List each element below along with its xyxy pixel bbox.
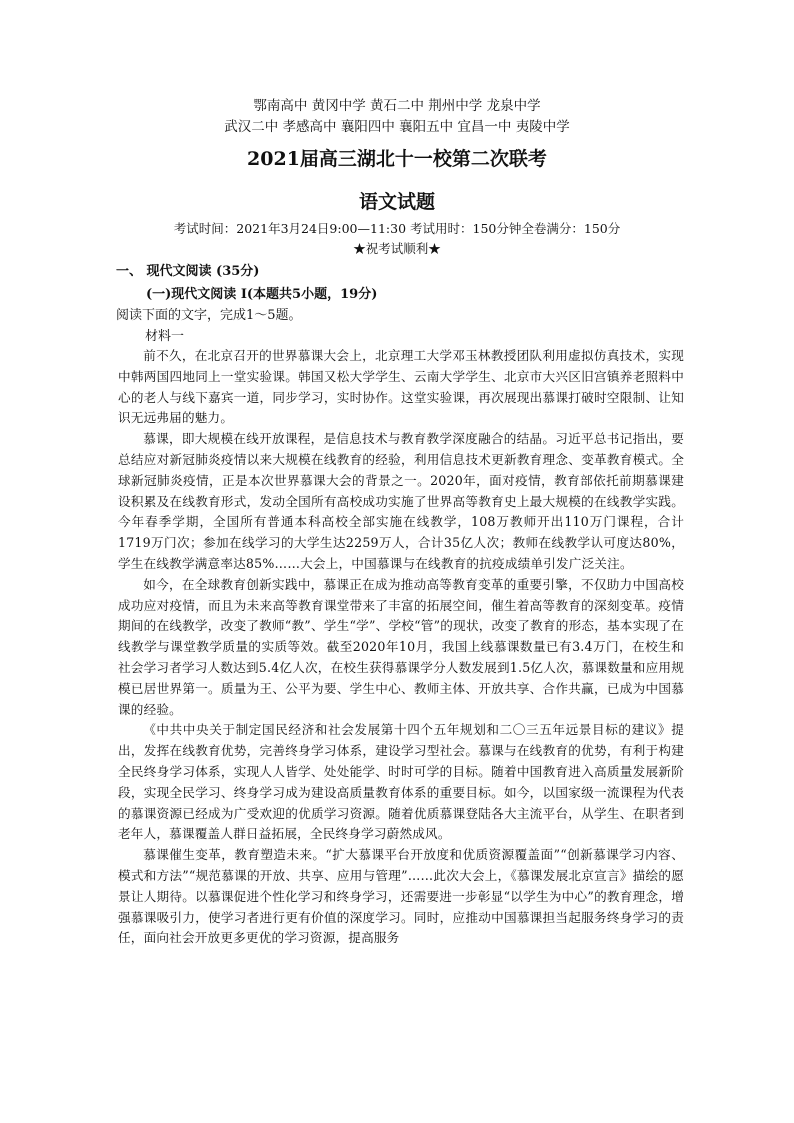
passage-paragraph: 前不久，在北京召开的世界慕课大会上，北京理工大学邓玉林教授团队利用虚拟仿真技术，实现中韩两国四地同上一堂实验课。韩国又松大学学生、云南大学学生、北京市大兴区旧宫镇养老照料中心的老人与线下嘉宾一道，同步学习，实时协作。这堂实验课，再次展现出慕课打破时空限制、让知识无远弗届的魅力。 — [118, 348, 684, 426]
reading-instruction: 阅读下面的文字，完成1～5题。 — [116, 308, 302, 323]
exam-subject: 语文试题 — [358, 191, 435, 213]
passage-paragraph: 慕课催生变革，教育塑造未来。“扩大慕课平台开放度和优质资源覆盖面”“创新慕课学习内容、模式和方法”“规范慕课的开放、共享、应用与管理”……此次大会上，《慕课发展北京宣言》描绘的愿景让人期待。以慕课促进个性化学习和终身学习，还需要进一步彰显“以学生为中心”的教育理念，增强慕课吸引力，使学习者进行更有价值的深度学习。同时，应推动中国慕课担当起服务终身学习的责任，面向社会开放更多更优的学习资源，提高服务 — [118, 847, 684, 946]
section-heading: 一、 现代文阅读 (35分) — [116, 264, 260, 279]
passage-body — [118, 346, 684, 949]
passage-paragraph: 如今，在全球教育创新实践中，慕课正在成为推动高等教育变革的重要引擎，不仅助力中国高校成功应对疫情，而且为未来高等教育课堂带来了丰富的拓展空间，催生着高等教育的深刻变革。疫情期间的在线教学，改变了教师“教”、学生“学”、学校“管”的现状，改变了教育的形态，基本实现了在线教学与课堂教学质量的实质等效。截至2020年10月，我国上线慕课数量已有3.4万门，在校生和社会学习者学习人数达到5.4亿人次，在校生获得慕课学分人数发展到1.5亿人次，慕课数量和应用规模已居世界第一。质量为王、公平为要、学生中心、教师主体、开放共享、合作共赢，已成为中国慕课的经验。 — [118, 576, 684, 717]
exam-title: 2021届高三湖北十一校第二次联考 — [247, 148, 547, 170]
school-list-line-2: 武汉二中 孝感高中 襄阳四中 襄阳五中 宜昌一中 夷陵中学 — [224, 119, 570, 135]
exam-info: 考试时间：2021年3月24日9:00—11:30 考试用时：150分钟全卷满分：150分 — [173, 221, 621, 236]
school-list-line-1: 鄂南高中 黄冈中学 黄石二中 荆州中学 龙泉中学 — [253, 98, 541, 114]
material-label: 材料一 — [145, 329, 185, 344]
passage-paragraph: 慕课，即大规模在线开放课程，是信息技术与教育教学深度融合的结晶。习近平总书记指出，要总结应对新冠肺炎疫情以来大规模在线教育的经验，利用信息技术更新教育理念、变革教育模式。全球新冠肺炎疫情，正是本次世界慕课大会的背景之一。2020年，面对疫情，教育部依托前期慕课建设积累及在线教育形式，发动全国所有高校成功实施了世界高等教育史上最大规模的在线教学实践。今年春季学期，全国所有普通本科高校全部实施在线教学，108万教师开出110万门课程，合计1719万门次；参加在线学习的大学生达2259万人，合计35亿人次；教师在线教学认可度达80%，学生在线教学满意率达85%……大会上，中国慕课与在线教育的抗疫成绩单引发广泛关注。 — [118, 431, 684, 571]
section-subheading: (一)现代文阅读 Ⅰ(本题共5小题，19分) — [146, 287, 378, 302]
good-luck-note: ★祝考试顺利★ — [353, 241, 441, 256]
passage-paragraph: 《中共中央关于制定国民经济和社会发展第十四个五年规划和二〇三五年远景目标的建议》提出，发挥在线教育优势，完善终身学习体系，建设学习型社会。慕课与在线教育的优势，有利于构建全民终身学习体系，实现人人皆学、处处能学、时时可学的目标。随着中国教育进入高质量发展新阶段，实现全民学习、终身学习成为建设高质量教育体系的重要目标。如今，以国家级一流课程为代表的慕课资源已经成为广受欢迎的优质学习资源。随着优质慕课登陆各大主流平台，从学生、在职者到老年人，慕课覆盖人群日益拓展，全民终身学习蔚然成风。 — [118, 722, 684, 842]
